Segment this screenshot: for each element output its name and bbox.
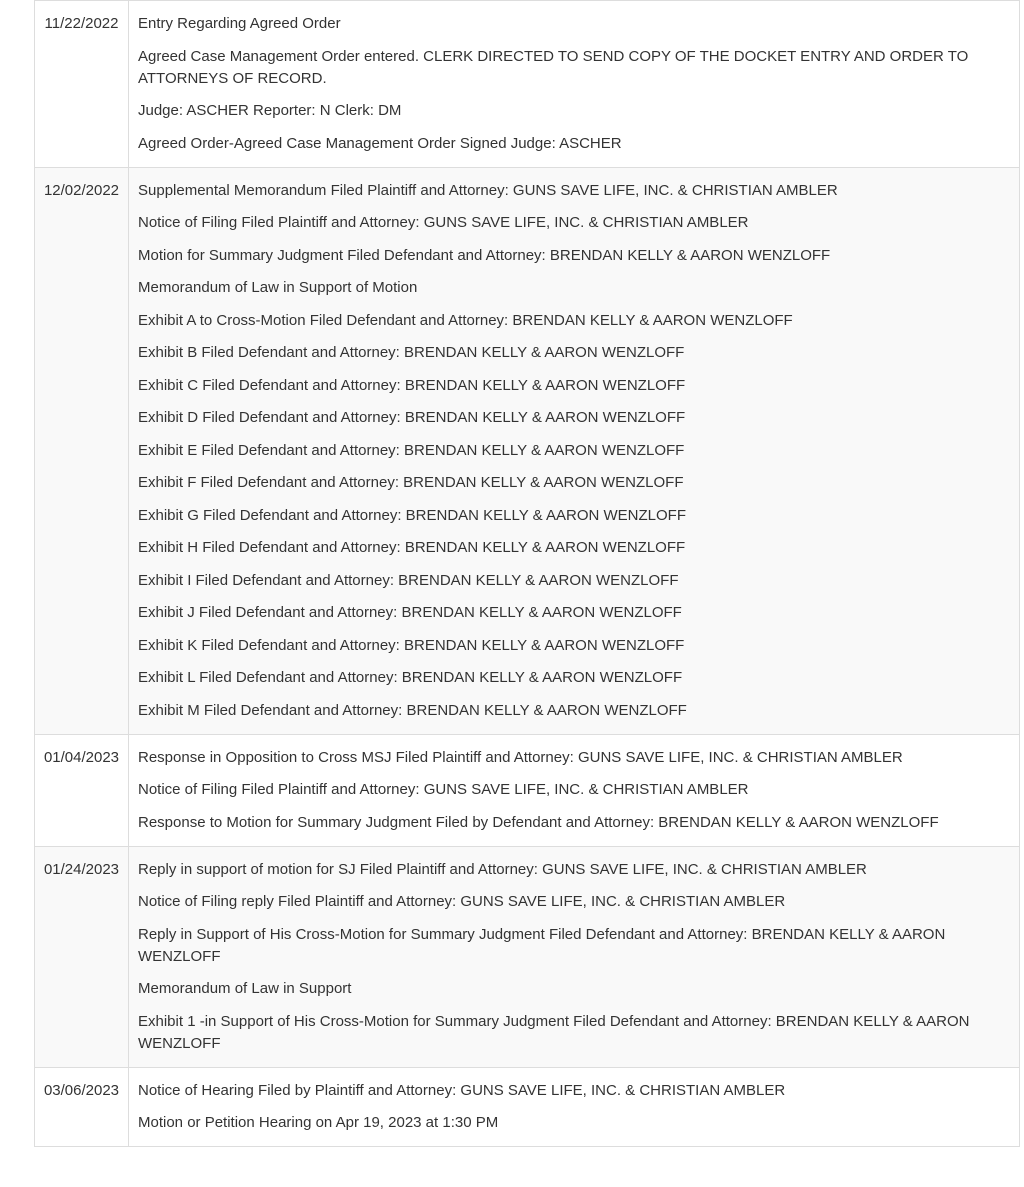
docket-entry: Exhibit D Filed Defendant and Attorney: BRENDAN KELLY & AARON WENZLOFF bbox=[138, 409, 686, 426]
docket-entry: Exhibit E Filed Defendant and Attorney: BRENDAN KELLY & AARON WENZLOFF bbox=[138, 441, 685, 459]
docket-row bbox=[35, 1, 1020, 168]
docket-entries bbox=[129, 846, 1020, 1067]
docket-entries bbox=[129, 1067, 1020, 1147]
docket-entry: Notice of Filing Filed Plaintiff and Attorney: GUNS SAVE LIFE, INC. & CHRISTIAN AMBLER bbox=[138, 214, 749, 231]
docket-date: 01/04/2023 bbox=[35, 734, 129, 846]
docket-entry: Notice of Filing Filed Plaintiff and Attorney: GUNS SAVE LIFE, INC. & CHRISTIAN AMBLER bbox=[138, 781, 749, 798]
docket-entry: Exhibit F Filed Defendant and Attorney: BRENDAN KELLY & AARON WENZLOFF bbox=[138, 474, 684, 491]
docket-entry: Agreed Order-Agreed Case Management Order Signed Judge: ASCHER bbox=[138, 134, 622, 152]
docket-table bbox=[34, 0, 1020, 1147]
docket-date: 01/24/2023 bbox=[35, 846, 129, 1067]
docket-date: 03/06/2023 bbox=[35, 1067, 129, 1147]
docket-entry: Reply in support of motion for SJ Filed Plaintiff and Attorney: GUNS SAVE LIFE, INC. & CHRISTIAN AMBLER bbox=[138, 860, 867, 878]
docket-entry: Notice of Hearing Filed by Plaintiff and Attorney: GUNS SAVE LIFE, INC. & CHRISTIAN AMBLER bbox=[138, 1081, 786, 1099]
docket-entry: Exhibit 1 -in Support of His Cross-Motion for Summary Judgment Filed Defendant and Attorney: BRENDAN KELLY & AARON WENZLOFF bbox=[138, 1012, 970, 1052]
docket-date: 12/02/2022 bbox=[35, 167, 129, 734]
docket-row bbox=[35, 167, 1020, 734]
docket-entry: Response in Opposition to Cross MSJ Filed Plaintiff and Attorney: GUNS SAVE LIFE, INC. & CHRISTIAN AMBLER bbox=[138, 748, 903, 766]
docket-entry: Entry Regarding Agreed Order bbox=[138, 15, 341, 32]
docket-entry: Judge: ASCHER Reporter: N Clerk: DM bbox=[138, 102, 402, 119]
docket-entry: Exhibit H Filed Defendant and Attorney: BRENDAN KELLY & AARON WENZLOFF bbox=[138, 539, 686, 556]
docket-entry: Exhibit J Filed Defendant and Attorney: BRENDAN KELLY & AARON WENZLOFF bbox=[138, 604, 682, 621]
docket-entry: Exhibit C Filed Defendant and Attorney: BRENDAN KELLY & AARON WENZLOFF bbox=[138, 376, 686, 394]
docket-row bbox=[35, 1067, 1020, 1147]
docket-entry: Reply in Support of His Cross-Motion for Summary Judgment Filed Defendant and Attorney: BRENDAN KELLY & AARON WENZLOFF bbox=[138, 925, 946, 965]
docket-entry: Agreed Case Management Order entered. CLERK DIRECTED TO SEND COPY OF THE DOCKET ENTRY AND ORDER TO ATTORNEYS OF RECORD. bbox=[138, 47, 969, 87]
docket-entry: Response to Motion for Summary Judgment Filed by Defendant and Attorney: BRENDAN KELLY & AARON WENZLOFF bbox=[138, 813, 939, 831]
docket-entry: Motion or Petition Hearing on Apr 19, 2023 at 1:30 PM bbox=[138, 1114, 499, 1131]
docket-entries bbox=[129, 734, 1020, 846]
docket-entries bbox=[129, 167, 1020, 734]
docket-entry: Exhibit B Filed Defendant and Attorney: BRENDAN KELLY & AARON WENZLOFF bbox=[138, 344, 685, 361]
docket-entry: Exhibit M Filed Defendant and Attorney: BRENDAN KELLY & AARON WENZLOFF bbox=[138, 701, 687, 719]
docket-row bbox=[35, 734, 1020, 846]
docket-entry: Exhibit G Filed Defendant and Attorney: BRENDAN KELLY & AARON WENZLOFF bbox=[138, 506, 686, 524]
docket-entry: Exhibit I Filed Defendant and Attorney: BRENDAN KELLY & AARON WENZLOFF bbox=[138, 571, 679, 589]
docket-entry: Motion for Summary Judgment Filed Defendant and Attorney: BRENDAN KELLY & AARON WENZLOFF bbox=[138, 246, 831, 264]
docket-row bbox=[35, 846, 1020, 1067]
docket-entry: Memorandum of Law in Support of Motion bbox=[138, 279, 418, 296]
docket-date: 11/22/2022 bbox=[35, 1, 129, 168]
docket-entry: Notice of Filing reply Filed Plaintiff and Attorney: GUNS SAVE LIFE, INC. & CHRISTIAN AMBLER bbox=[138, 893, 786, 910]
docket-entry: Exhibit A to Cross-Motion Filed Defendant and Attorney: BRENDAN KELLY & AARON WENZLOFF bbox=[138, 311, 793, 329]
docket-entry: Supplemental Memorandum Filed Plaintiff and Attorney: GUNS SAVE LIFE, INC. & CHRISTIAN AMBLER bbox=[138, 181, 838, 199]
docket-entry: Exhibit K Filed Defendant and Attorney: BRENDAN KELLY & AARON WENZLOFF bbox=[138, 636, 685, 654]
docket-entries bbox=[129, 1, 1020, 168]
docket-entry: Memorandum of Law in Support bbox=[138, 980, 352, 997]
docket-entry: Exhibit L Filed Defendant and Attorney: BRENDAN KELLY & AARON WENZLOFF bbox=[138, 669, 683, 686]
docket-body bbox=[35, 1, 1020, 1147]
